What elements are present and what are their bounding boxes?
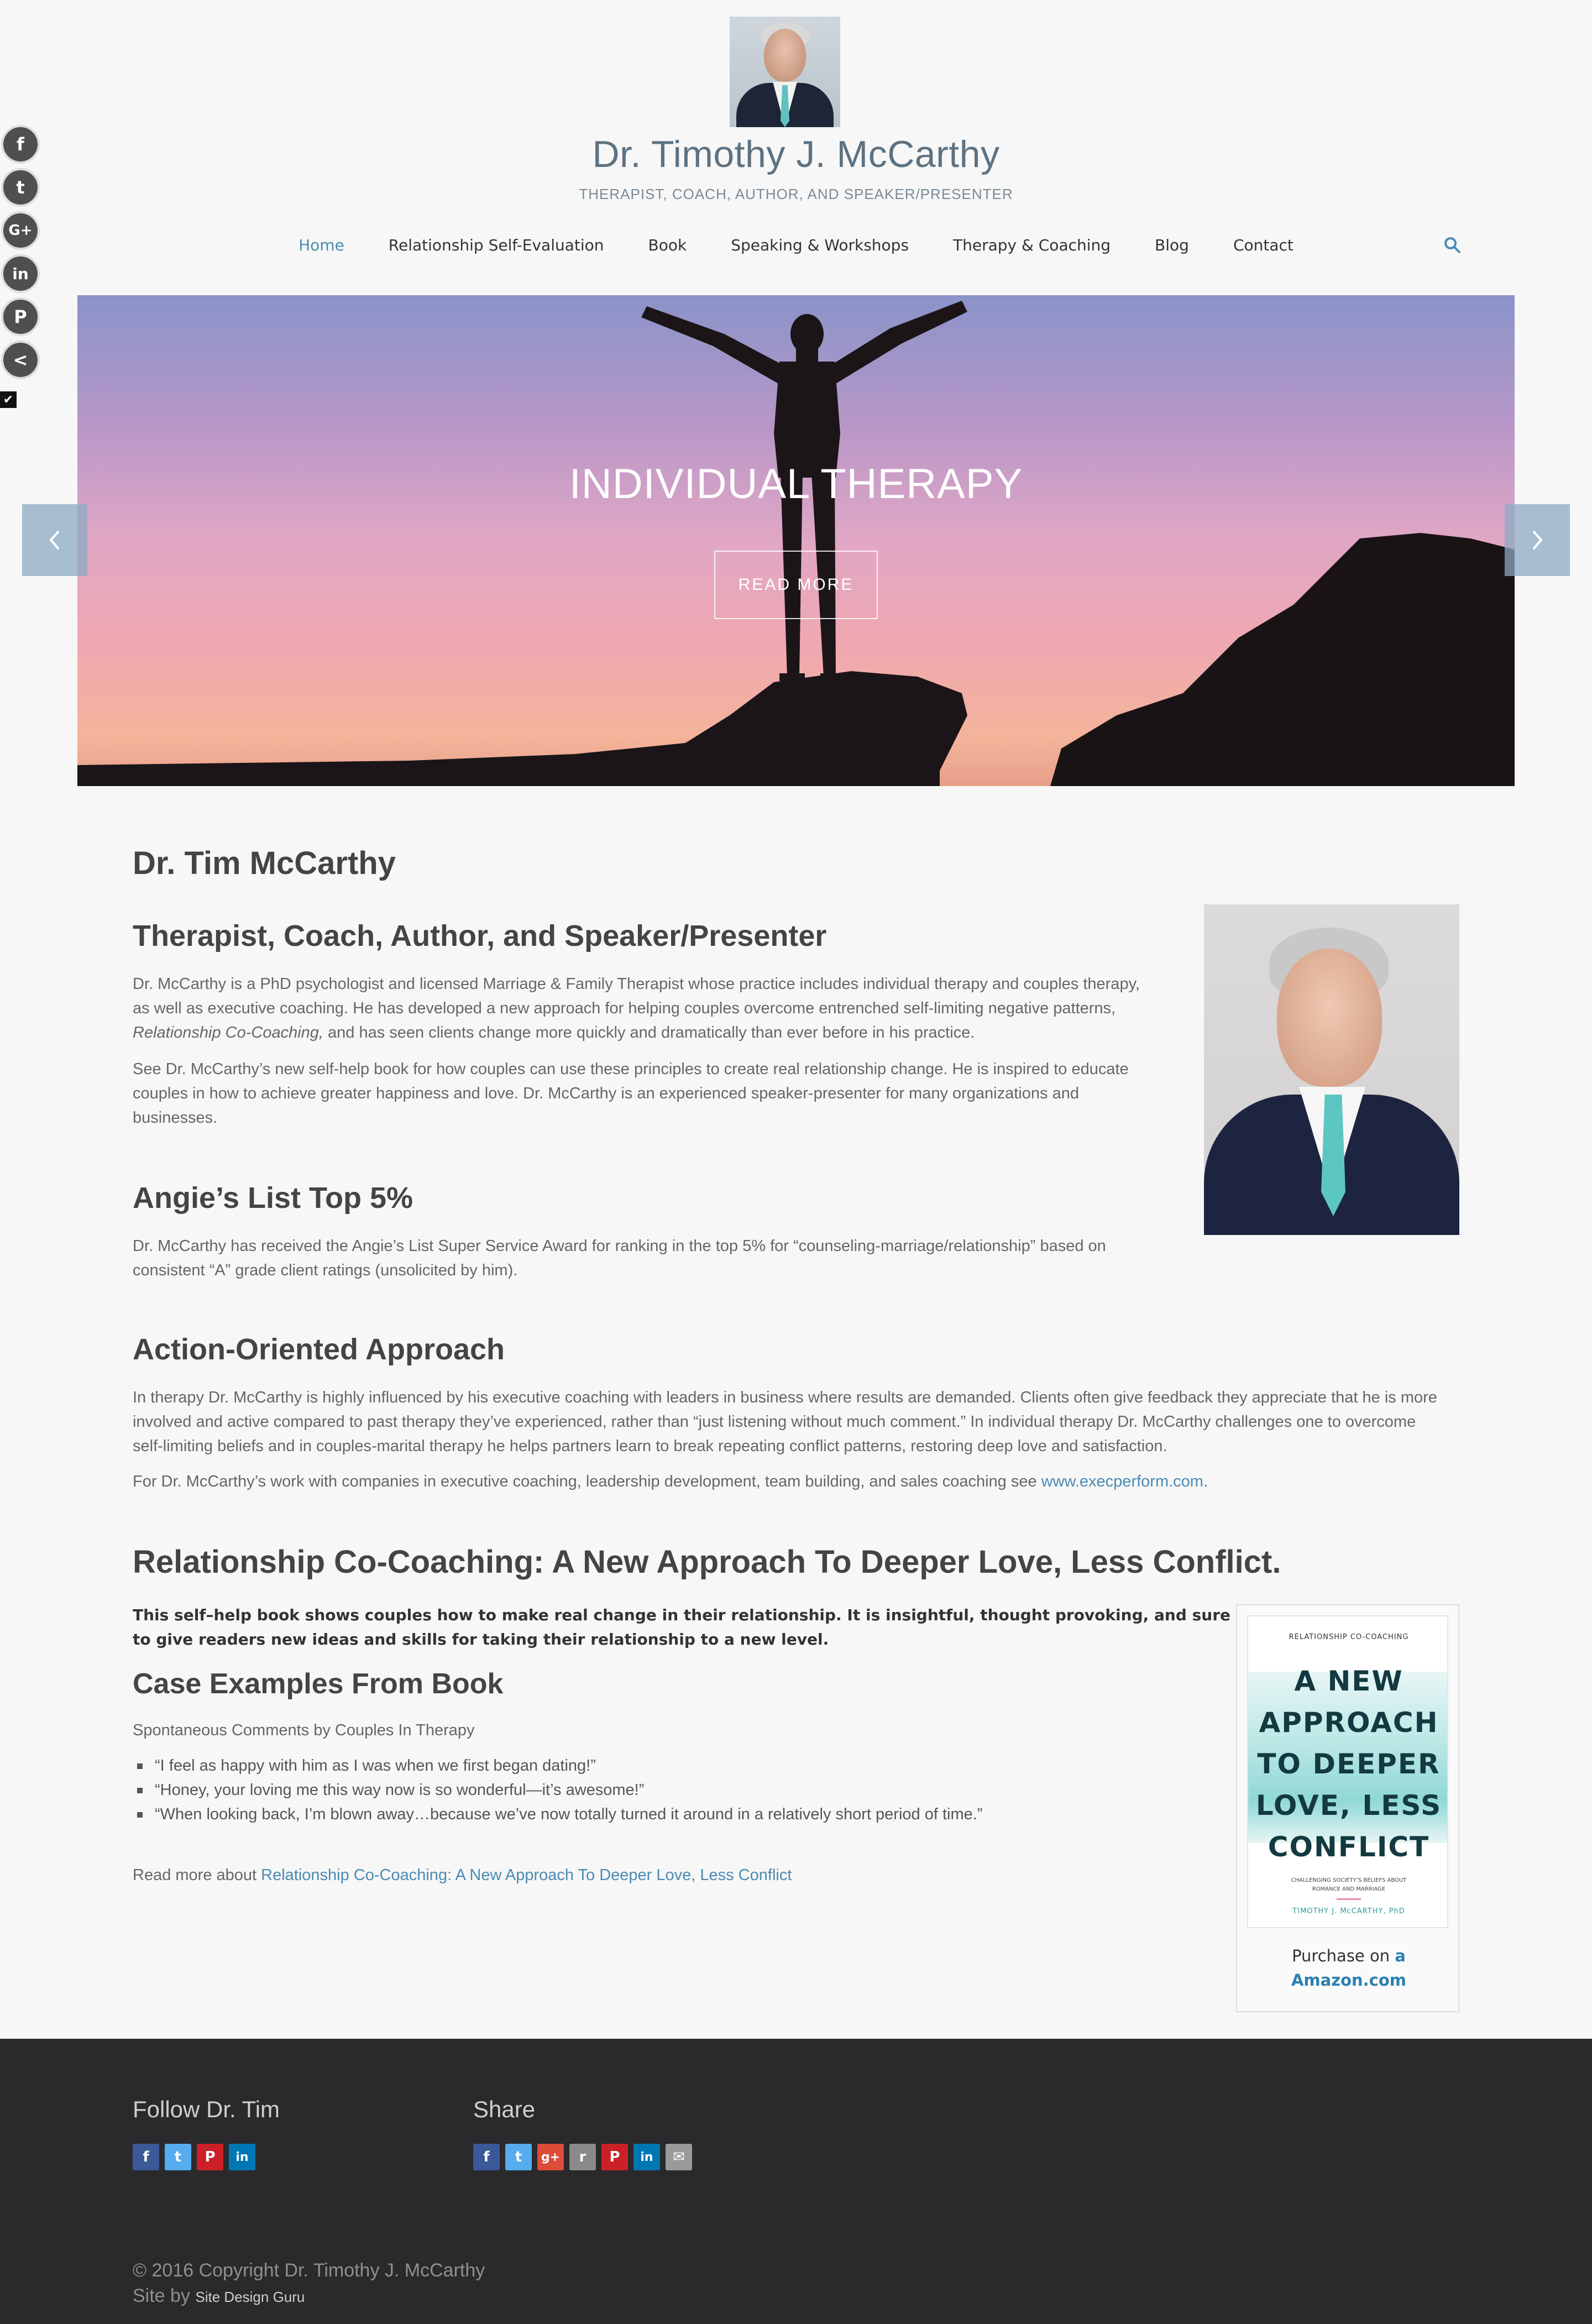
list-item: “When looking back, I’m blown away…because we’ve now totally turned it around in a relatively short period of time.”	[133, 1802, 982, 1826]
search-icon[interactable]	[1444, 237, 1460, 253]
hero-slider	[77, 295, 1515, 786]
site-footer	[0, 2039, 1592, 2324]
nav-item-therapy-coaching[interactable]: Therapy & Coaching	[953, 235, 1111, 254]
section-heading-action-oriented: Action-Oriented Approach	[133, 1333, 505, 1366]
book-subtitle-line: ROMANCE AND MARRIAGE	[1312, 1886, 1386, 1892]
execperform-link[interactable]: www.execperform.com	[1041, 1473, 1203, 1490]
twitter-icon[interactable]: t	[505, 2144, 532, 2170]
share-icons	[473, 2144, 698, 2170]
follow-heading: Follow Dr. Tim	[133, 2096, 280, 2122]
paragraph-intro-line3-rest: and has seen clients change more quickly and dramatically than ever before in his practice.	[323, 1024, 975, 1041]
book-title-line: CONFLICT	[1268, 1831, 1430, 1863]
pinterest-icon[interactable]: P	[197, 2144, 223, 2170]
paragraph-intro-line1: Dr. McCarthy is a PhD psychologist and licensed Marriage & Family Therapist whose practice includes individual therapy and couples therapy,	[133, 975, 1140, 993]
read-more-text: Read more about	[133, 1866, 261, 1884]
book-card	[1236, 1604, 1459, 2012]
page-title: Dr. Tim McCarthy	[133, 845, 396, 881]
quote-list	[133, 1754, 982, 1826]
list-item: “I feel as happy with him as I was when we first began dating!”	[133, 1754, 982, 1778]
twitter-icon[interactable]: t	[165, 2144, 191, 2170]
site-title[interactable]: Dr. Timothy J. McCarthy	[592, 133, 1000, 175]
paragraph-book-line2: couples in how to achieve greater happiness and love. Dr. McCarthy is an experienced speaker-presenter for many organizations and	[133, 1085, 1079, 1102]
nav-item-relationship-self-evaluation[interactable]: Relationship Self-Evaluation	[388, 235, 604, 254]
google-plus-icon[interactable]: G+	[1, 211, 40, 250]
slider-prev-button[interactable]	[22, 504, 87, 576]
email-icon[interactable]: ✉	[666, 2144, 692, 2170]
facebook-icon[interactable]: f	[133, 2144, 159, 2170]
portrait-photo	[1204, 904, 1459, 1235]
nav-item-book[interactable]: Book	[648, 235, 687, 254]
book-link[interactable]: Relationship Co-Coaching: A New Approach To Deeper Love, Less Conflict	[261, 1866, 792, 1884]
purchase-text: Purchase on	[1292, 1946, 1395, 1965]
emphasis-relationship-co-coaching: Relationship Co-Coaching,	[133, 1024, 323, 1041]
linkedin-icon[interactable]: in	[1, 254, 40, 293]
book-description-line1: This self–help book shows couples how to make real change in their relationship. It is insightful, thought provoking, and sure	[133, 1606, 1231, 1624]
list-item: “Honey, your loving me this way now is so wonderful—it’s awesome!”	[133, 1778, 982, 1802]
section-heading-book: Relationship Co-Coaching: A New Approach To Deeper Love, Less Conflict.	[133, 1544, 1281, 1580]
hero-silhouette-image	[77, 295, 1515, 786]
nav-item-blog[interactable]: Blog	[1155, 235, 1189, 254]
section-heading-therapist: Therapist, Coach, Author, and Speaker/Presenter	[133, 919, 827, 952]
book-description-line2: to give readers new ideas and skills for taking their relationship to a new level.	[133, 1630, 829, 1648]
facebook-icon[interactable]: f	[1, 125, 40, 164]
paragraph-execperform-text: For Dr. McCarthy’s work with companies in executive coaching, leadership development, team building, and sales coaching see	[133, 1473, 1041, 1490]
site-tagline: THERAPIST, COACH, AUTHOR, AND SPEAKER/PRESENTER	[579, 186, 1013, 202]
nav-item-home[interactable]: Home	[298, 235, 344, 254]
book-subtitle-line: CHALLENGING SOCIETY’S BELIEFS ABOUT	[1291, 1877, 1407, 1883]
paragraph-action-line1: In therapy Dr. McCarthy is highly influenced by his executive coaching with leaders in business where results are demanded. Clients often give feedback they appreciate that he is more	[133, 1389, 1437, 1406]
paragraph-intro-line3	[133, 1020, 975, 1045]
share-icon[interactable]: <	[1, 341, 40, 379]
book-divider	[1337, 1898, 1361, 1900]
nav-item-contact[interactable]: Contact	[1233, 235, 1294, 254]
paragraph-book-line1: See Dr. McCarthy’s new self-help book for how couples can use these principles to create real relationship change. He is inspired to educate	[133, 1060, 1129, 1078]
read-more-line	[133, 1863, 792, 1887]
paragraph-action-line3: self-limiting beliefs and in couples-marital therapy he helps partners learn to break repeating conflict patterns, restoring deep love and satisfaction.	[133, 1437, 1167, 1455]
read-more-button[interactable]: READ MORE	[714, 551, 878, 619]
pinterest-icon[interactable]: P	[1, 297, 40, 336]
header-avatar[interactable]	[730, 17, 840, 127]
amazon-icon: a	[1395, 1946, 1406, 1965]
book-author: TIMOTHY J. McCARTHY, PhD	[1292, 1907, 1405, 1915]
paragraph-angies-line2: consistent “A” grade client ratings (unsolicited by him).	[133, 1262, 518, 1279]
book-title-line: LOVE, LESS	[1255, 1789, 1442, 1821]
paragraph-action-line2: involved and active compared to past therapy they’ve experienced, rather than “just listening without much comment.” In individual therapy Dr. McCarthy challenges one to overcome	[133, 1413, 1416, 1431]
linkedin-icon[interactable]: in	[633, 2144, 660, 2170]
paragraph-intro-line2: as well as executive coaching. He has developed a new approach for helping couples overcome entrenched self-limiting negative patterns,	[133, 999, 1116, 1017]
purchase-block	[1237, 1944, 1460, 1992]
site-design-guru-link[interactable]: Site Design Guru	[195, 2289, 305, 2305]
site-by-text: Site by	[133, 2285, 196, 2306]
nav-item-speaking-workshops[interactable]: Speaking & Workshops	[731, 235, 909, 254]
site-by-line	[133, 2285, 305, 2307]
main-nav	[0, 232, 1592, 258]
paragraph-execperform	[133, 1469, 1208, 1494]
book-title-line: A NEW	[1294, 1665, 1404, 1697]
social-sidebar	[1, 125, 42, 384]
section-heading-angies-list: Angie’s List Top 5%	[133, 1181, 413, 1215]
follow-icons	[133, 2144, 261, 2170]
facebook-icon[interactable]: f	[473, 2144, 500, 2170]
hide-sidebar-icon[interactable]: ✔	[0, 391, 17, 408]
book-series: RELATIONSHIP CO-COACHING	[1289, 1633, 1409, 1641]
google-plus-icon[interactable]: g+	[537, 2144, 564, 2170]
reddit-icon[interactable]: r	[569, 2144, 596, 2170]
copyright-text: © 2016 Copyright Dr. Timothy J. McCarthy	[133, 2260, 485, 2281]
paragraph-book-line3: businesses.	[133, 1109, 218, 1127]
site-header	[0, 0, 1592, 295]
book-title-line: APPROACH	[1259, 1707, 1439, 1739]
twitter-icon[interactable]: t	[1, 168, 40, 207]
chevron-right-icon	[1529, 529, 1546, 551]
book-cover-image[interactable]	[1247, 1615, 1448, 1928]
book-title-line: TO DEEPER	[1257, 1748, 1441, 1780]
subheading-case-examples: Case Examples From Book	[133, 1668, 504, 1700]
paragraph-angies-line1: Dr. McCarthy has received the Angie’s List Super Service Award for ranking in the top 5% for “counseling-marriage/relationship” based on	[133, 1237, 1106, 1255]
slider-next-button[interactable]	[1505, 504, 1570, 576]
book-cover-title	[1248, 1661, 1448, 1868]
case-examples-intro: Spontaneous Comments by Couples In Therapy	[133, 1721, 475, 1739]
chevron-left-icon	[46, 529, 63, 551]
paragraph-execperform-end: .	[1203, 1473, 1208, 1490]
hero-title: INDIVIDUAL THERAPY	[569, 460, 1023, 507]
book-subtitle	[1270, 1876, 1427, 1894]
amazon-link[interactable]: Amazon.com	[1291, 1971, 1407, 1990]
pinterest-icon[interactable]: P	[601, 2144, 628, 2170]
share-heading: Share	[473, 2096, 536, 2122]
linkedin-icon[interactable]: in	[229, 2144, 255, 2170]
